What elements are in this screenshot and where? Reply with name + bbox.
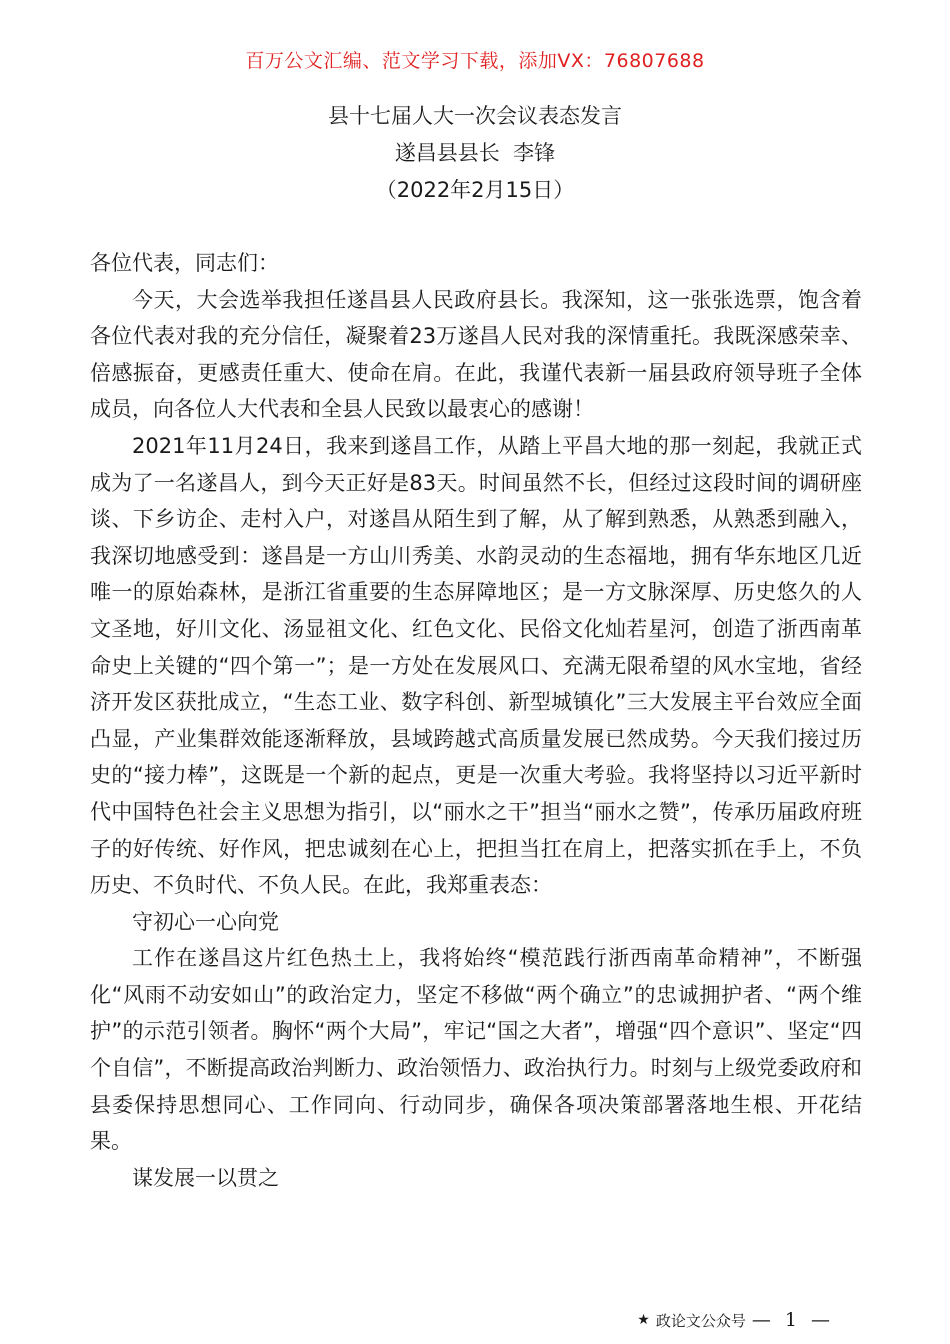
speech-body [90,245,862,1196]
title-block [0,98,950,209]
document-title: 县十七届人大一次会议表态发言 [328,104,622,128]
page-number: — 1 — [751,1309,834,1331]
date-line: （2022年2月15日） [375,178,575,202]
greeting: 各位代表，同志们： [90,251,279,275]
section-heading: 守初心一心向党 [132,909,279,934]
header-banner: 百万公文汇编、范文学习下载，添加VX：76807688 [245,50,705,72]
paragraph: 2021年11月24日，我来到遂昌工作，从踏上平昌大地的那一刻起，我就正式成为了一名遂昌人，到今天正好是83天。时间虽然不长，但经过这段时间的调研座谈、下乡访企、走村入户，对遂昌从陌生到了解，从了解到熟悉，从熟悉到融入，我深切地感受到：遂昌是一方山川秀美、水韵灵动的生态福地，拥有华东地区几近唯一的原始森林，是浙江省重要的生态屏障地区；是一方文脉深厚、历史悠久的人文圣地，好川文化、汤显祖文化、红色文化、民俗文化灿若星河，创造了浙西南革命史上关键的“四个第一”；是一方处在发展风口、充满无限希望的风水宝地，省经济开发区获批成立，“生态工业、数字科创、新型城镇化”三大发展主平台效应全面凸显，产业集群效能逐渐释放，县域跨越式高质量发展已然成势。今天我们接过历史的“接力棒”，这既是一个新的起点，更是一次重大考验。我将坚持以习近平新时代中国特色社会主义思想为指引，以“丽水之干”担当“丽水之赞”，传承历届政府班子的好传统、好作风，把忠诚刻在心上，把担当扛在肩上，把落实抓在手上，不负历史、不负时代、不负人民。在此，我郑重表态： [90,433,862,898]
paragraph: 工作在遂昌这片红色热土上，我将始终“模范践行浙西南革命精神”，不断强化“风雨不动安如山”的政治定力，坚定不移做“两个确立”的忠诚拥护者、“两个维护”的示范引领者。胸怀“两个大局”，牢记“国之大者”，增强“四个意识”、坚定“四个自信”，不断提高政治判断力、政治领悟力、政治执行力。时刻与上级党委政府和县委保持思想同心、工作同向、行动同步，确保各项决策部署落地生根、开花结果。 [90,946,862,1154]
page-footer [637,1309,834,1331]
section-heading: 谋发展一以贯之 [132,1165,279,1190]
paragraph: 今天，大会选举我担任遂昌县人民政府县长。我深知，这一张张选票，饱含着各位代表对我的充分信任，凝聚着23万遂昌人民对我的深情重托。我既深感荣幸、倍感振奋，更感责任重大、使命在肩。在此，我谨代表新一届县政府领导班子全体成员，向各位人大代表和全县人民致以最衷心的感谢！ [90,287,862,422]
footer-source: 政论文公众号 [655,1311,746,1330]
star-icon: ★ [637,1312,650,1328]
speaker-line: 遂昌县县长 李锋 [394,141,556,165]
